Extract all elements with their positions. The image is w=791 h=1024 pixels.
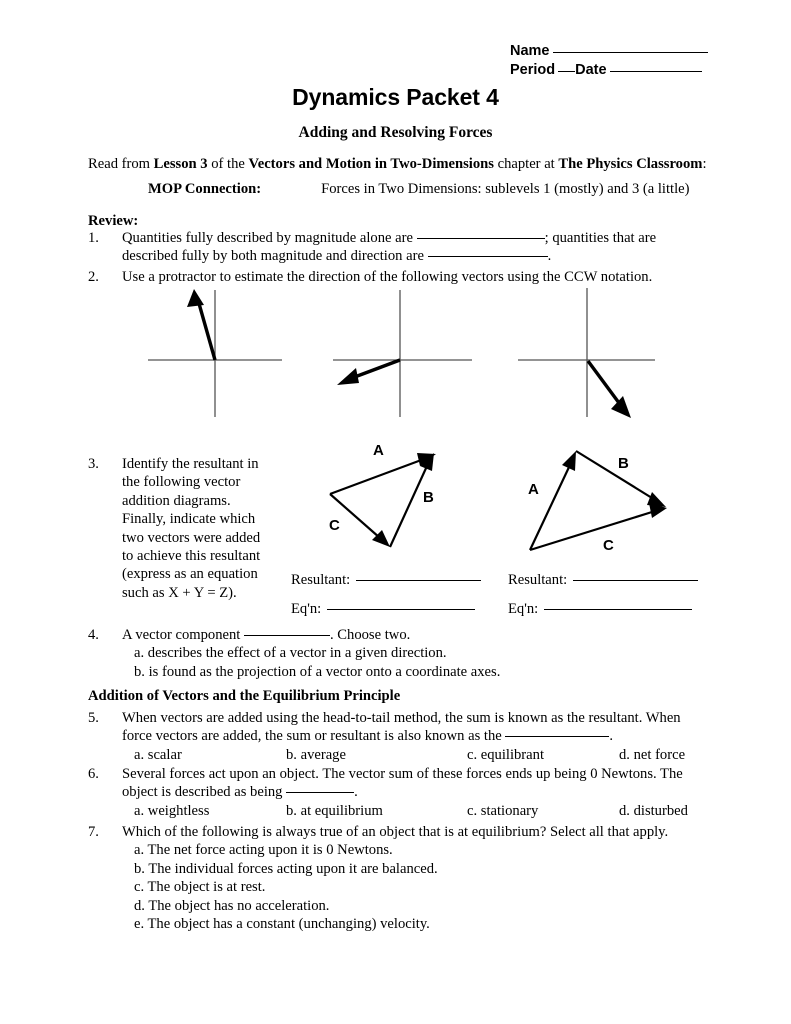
eqn-label: Eq'n: — [291, 601, 322, 617]
question-7-option[interactable]: d. The object has no acceleration. — [134, 897, 330, 914]
question-4-option[interactable]: b. is found as the projection of a vector onto a coordinate axes. — [134, 663, 501, 680]
q1-line2-post: . — [547, 248, 552, 265]
page-subtitle: Adding and Resolving Forces — [298, 124, 493, 141]
section-heading: Addition of Vectors and the Equilibrium Principle — [88, 688, 401, 704]
student-info-block — [510, 42, 708, 80]
vector-a-arrow — [330, 453, 436, 494]
q1-line2-pre: described fully by both magnitude and direction are — [122, 248, 428, 265]
question-3-line: to achieve this resultant — [122, 548, 261, 565]
q5-blank[interactable] — [505, 736, 609, 737]
question-7-option[interactable]: b. The individual forces acting upon it are balanced. — [134, 860, 438, 877]
vector-arrow — [187, 289, 215, 360]
vector-addition-triangle-1 — [310, 440, 480, 565]
question-7 — [88, 823, 708, 933]
question-3-body — [122, 455, 318, 602]
q1-line1-pre: Quantities fully described by magnitude alone are — [122, 230, 417, 246]
question-6-option[interactable]: c. stationary — [467, 802, 539, 819]
question-5-option[interactable]: c. equilibrant — [467, 746, 544, 763]
resultant-blank-1[interactable] — [356, 580, 481, 581]
site-name: The Physics Classroom — [558, 156, 703, 172]
question-4-body — [122, 626, 708, 681]
question-5-option[interactable]: a. scalar — [134, 746, 182, 763]
question-2-number: 2. — [88, 269, 99, 285]
q1-blank-1[interactable] — [417, 238, 545, 239]
eqn-label: Eq'n: — [508, 601, 539, 617]
question-3-number: 3. — [88, 456, 99, 472]
question-6-body — [122, 765, 708, 820]
question-3-line: Finally, indicate which — [122, 511, 256, 528]
question-6-line-2 — [122, 783, 708, 801]
question-6-option[interactable]: d. disturbed — [619, 802, 688, 819]
q4-blank[interactable] — [244, 635, 330, 636]
vector-label-b: B — [618, 455, 629, 472]
question-4-number: 4. — [88, 627, 99, 643]
eqn-answer-1 — [291, 601, 475, 618]
question-5-option[interactable]: b. average — [286, 746, 346, 763]
question-6 — [88, 765, 708, 820]
q4-stem-post: . Choose two. — [330, 627, 411, 643]
date-blank-line[interactable] — [610, 71, 702, 72]
eqn-answer-2 — [508, 601, 692, 618]
question-3-line: such as X + Y = Z). — [122, 584, 237, 601]
question-3-line: the following vector — [122, 474, 241, 491]
question-3-line: (express as an equation — [122, 566, 258, 583]
resultant-answer-2 — [508, 572, 698, 589]
page-title: Dynamics Packet 4 — [292, 84, 499, 110]
q5-line2-post: . — [609, 728, 614, 745]
question-3-line: Identify the resultant in — [122, 456, 259, 472]
resultant-label: Resultant: — [508, 572, 568, 588]
vector-label-b: B — [423, 489, 434, 506]
question-6-number: 6. — [88, 766, 99, 782]
vector-axes-diagram-1 — [130, 285, 295, 420]
vector-label-a: A — [528, 481, 539, 498]
date-label: Date — [575, 62, 607, 78]
question-7-option[interactable]: c. The object is at rest. — [134, 879, 266, 896]
question-2-text: Use a protractor to estimate the direction of the following vectors using the CCW notation. — [122, 269, 653, 285]
question-3 — [88, 455, 318, 602]
mop-connection-label: MOP Connection: — [148, 181, 262, 197]
question-5-number: 5. — [88, 710, 99, 726]
resultant-answer-1 — [291, 572, 481, 589]
period-label: Period — [510, 62, 556, 78]
q6-blank[interactable] — [286, 792, 354, 793]
question-6-option[interactable]: a. weightless — [134, 802, 210, 819]
reading-assignment-line — [88, 155, 728, 173]
question-2 — [88, 268, 708, 286]
lesson-name: Lesson 3 — [153, 156, 208, 172]
vector-arrow — [337, 360, 400, 385]
question-5-options — [122, 746, 708, 764]
question-7-number: 7. — [88, 824, 99, 840]
question-5-line-2 — [122, 727, 708, 745]
read-pre: Read from — [88, 156, 154, 172]
question-1-number: 1. — [88, 230, 99, 246]
mop-connection-line — [148, 180, 748, 198]
question-5-line-1: When vectors are added using the head-to-tail method, the sum is known as the resultant. When — [122, 710, 681, 726]
q4-stem-pre: A vector component — [122, 627, 244, 643]
question-6-option[interactable]: b. at equilibrium — [286, 802, 383, 819]
chapter-name: Vectors and Motion in Two-Dimensions — [248, 156, 494, 172]
question-5 — [88, 709, 708, 764]
vector-addition-triangle-2 — [500, 440, 685, 565]
period-date-row — [510, 61, 708, 80]
vector-axes-diagram-2 — [320, 285, 485, 420]
vector-a-arrow — [530, 451, 576, 550]
period-blank-line[interactable] — [558, 71, 575, 72]
question-6-options — [122, 802, 708, 820]
q6-line2-post: . — [354, 784, 358, 801]
name-blank-line[interactable] — [553, 52, 708, 53]
question-7-stem: Which of the following is always true of an object that is at equilibrium? Select all that apply. — [122, 824, 669, 840]
resultant-label: Resultant: — [291, 572, 351, 588]
name-label: Name — [510, 43, 550, 59]
eqn-blank-1[interactable] — [327, 609, 475, 610]
question-7-body — [122, 823, 708, 933]
vector-arrow — [588, 361, 631, 418]
question-5-body — [122, 709, 708, 764]
read-mid2: chapter at — [493, 156, 559, 172]
q1-line1-post: ; quantities that are — [544, 230, 657, 246]
q1-blank-2[interactable] — [428, 256, 548, 257]
name-row — [510, 42, 708, 61]
question-7-option[interactable]: e. The object has a constant (unchanging) velocity. — [134, 916, 430, 933]
question-4 — [88, 626, 708, 681]
q5-line2-pre: force vectors are added, the sum or resultant is also known as the — [122, 728, 506, 745]
read-mid1: of the — [207, 156, 249, 172]
question-4-option[interactable]: a. describes the effect of a vector in a given direction. — [134, 645, 447, 662]
vector-label-a: A — [373, 442, 384, 459]
question-5-option[interactable]: d. net force — [619, 746, 686, 763]
vector-label-c: C — [329, 517, 340, 534]
question-6-line-1: Several forces act upon an object. The vector sum of these forces ends up being 0 Newtons. The — [122, 766, 683, 782]
eqn-blank-2[interactable] — [544, 609, 692, 610]
question-4-stem — [122, 626, 708, 644]
question-3-line: addition diagrams. — [122, 492, 231, 509]
q6-line2-pre: object is described as being — [122, 784, 287, 801]
mop-connection-text: Forces in Two Dimensions: sublevels 1 (mostly) and 3 (a little) — [321, 181, 690, 197]
vector-label-c: C — [603, 537, 614, 554]
question-1-body — [122, 229, 708, 266]
question-3-line: two vectors were added — [122, 529, 261, 546]
read-end: : — [702, 156, 707, 172]
question-1 — [88, 229, 708, 266]
review-heading: Review: — [88, 213, 139, 229]
vector-axes-diagram-3 — [510, 285, 675, 420]
resultant-blank-2[interactable] — [573, 580, 698, 581]
question-7-option[interactable]: a. The net force acting upon it is 0 Newtons. — [134, 842, 393, 859]
vector-c-arrow — [530, 503, 667, 550]
